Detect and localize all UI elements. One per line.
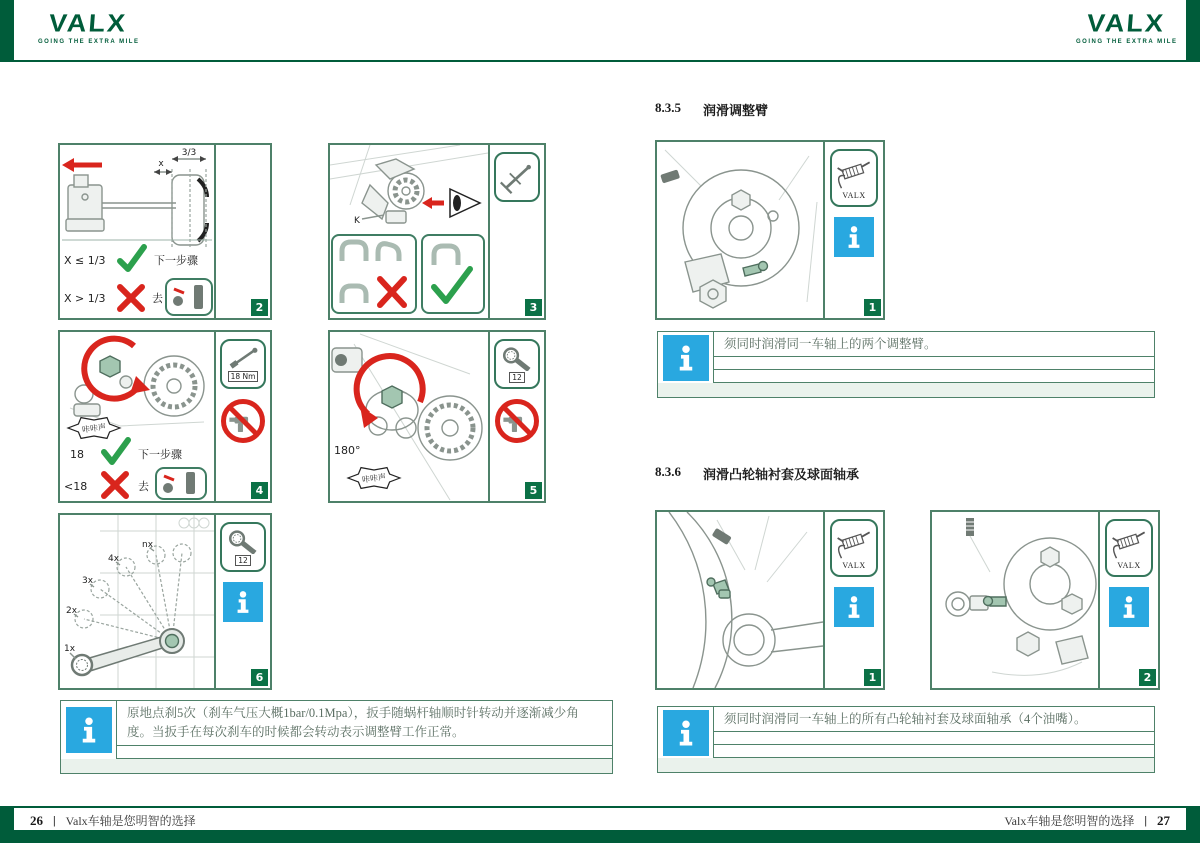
grease-gun-box	[1105, 519, 1153, 577]
footer-right	[1004, 812, 1170, 829]
info-bottom-row	[61, 759, 612, 773]
check-icon	[120, 247, 144, 269]
goto-inset-image	[166, 279, 212, 315]
no-impact-wrench-sign	[221, 399, 265, 443]
footer-rule	[0, 806, 1200, 808]
torque-wrench-box	[220, 339, 266, 389]
stroke-mark-nx: nx	[142, 540, 154, 550]
footer-separator: |	[53, 813, 56, 827]
info-box-camshaft	[657, 706, 1155, 773]
panel-wrench-strokes	[58, 513, 272, 690]
spanner-size-label: 12	[509, 372, 525, 383]
valx-logo-word: VALX	[47, 9, 129, 37]
panel-number-badge: 2	[251, 299, 268, 316]
info-empty-row	[117, 746, 612, 759]
impact-wrench-icon	[500, 404, 534, 438]
grease-gun-box	[830, 149, 878, 207]
info-text: 须同时润滑同一车轴上的两个调整臂。	[714, 332, 1154, 357]
torque-wrench-icon	[226, 346, 260, 370]
caliper-tool-box	[494, 152, 540, 202]
grease-bearing-illustration	[932, 512, 1098, 688]
info-text: 原地点刹5次（刹车气压大概1bar/0.1Mpa），扳手随蜗杆轴顺时针转动并逐渐减少角度。当扳手在每次刹车的时候都会转动表示调整臂工作正常。	[117, 701, 612, 746]
adjuster-nut	[100, 356, 120, 377]
panel-sidebar	[214, 332, 270, 501]
info-icon-cell	[658, 332, 714, 383]
ring-spanner-box	[494, 339, 540, 389]
condition-ok-label: X ≤ 1/3	[64, 254, 106, 267]
panel-sidebar	[214, 515, 270, 688]
goto-label: 去	[152, 293, 163, 305]
impact-wrench-icon	[226, 404, 260, 438]
lining-check-illustration	[330, 145, 488, 318]
valx-logo-right	[1076, 10, 1176, 45]
panel-number-badge: 6	[251, 669, 268, 686]
dimension-label-33: 3/3	[181, 148, 197, 158]
info-icon	[66, 707, 112, 753]
top-right-edge-bar	[1186, 0, 1200, 62]
panel-number-badge: 5	[525, 482, 542, 499]
click-sound-label: 咔咔声	[81, 422, 107, 435]
valx-logo-tagline: GOING THE EXTRA MILE	[38, 39, 140, 45]
check-icon	[104, 440, 128, 462]
ring-spanner-box	[220, 522, 266, 572]
grease-gun-icon	[834, 526, 874, 560]
info-empty-row	[714, 357, 1154, 370]
condition-bad-label: <18	[64, 480, 88, 493]
stroke-mark-1x: 1x	[64, 644, 76, 654]
click-sound-label: 咔咔声	[361, 472, 387, 485]
page-number-left: 26	[30, 812, 43, 828]
grease-gun-box	[830, 519, 878, 577]
page-number-right: 27	[1157, 812, 1170, 828]
panel-sidebar	[488, 145, 544, 318]
grease-gun-label: VALX	[1117, 561, 1141, 570]
panel-sidebar	[1098, 512, 1158, 688]
info-bottom-row	[658, 758, 1154, 772]
panel-number-badge: 3	[525, 299, 542, 316]
tighten-illustration	[60, 332, 214, 501]
goto-label: 去	[138, 481, 149, 493]
panel-grease-adjuster	[655, 140, 885, 320]
panel-stroke-check	[58, 143, 272, 320]
stroke-mark-3x: 3x	[82, 576, 94, 586]
caliper-icon	[499, 159, 535, 195]
valx-logo-left	[38, 10, 138, 45]
section-number: 8.3.5	[655, 100, 681, 115]
valx-logo-tagline: GOING THE EXTRA MILE	[1076, 39, 1178, 45]
info-bottom-row	[658, 383, 1154, 397]
section-heading-835	[655, 100, 768, 119]
info-icon	[1109, 587, 1149, 627]
section-title: 润滑凸轮轴衬套及球面轴承	[703, 467, 860, 482]
section-title: 润滑调整臂	[703, 103, 769, 118]
info-text: 须同时润滑同一车轴上的所有凸轮轴衬套及球面轴承（4个油嘴）。	[714, 707, 1154, 732]
dimension-label-x: x	[158, 159, 164, 169]
no-impact-wrench-sign	[495, 399, 539, 443]
section-heading-836	[655, 464, 859, 483]
info-icon	[663, 335, 709, 381]
panel-grease-camshaft	[655, 510, 885, 690]
grease-gun-label: VALX	[842, 191, 866, 200]
spanner-size-label: 12	[235, 555, 251, 566]
goto-inset-image	[156, 468, 206, 499]
panel-number-badge: 1	[864, 299, 881, 316]
stroke-mark-2x: 2x	[66, 606, 78, 616]
torque-value-label: 18 Nm	[228, 371, 259, 382]
panel-tighten-18nm	[58, 330, 272, 503]
info-icon	[223, 582, 263, 622]
condition-ok-label: 18	[70, 448, 84, 461]
stroke-check-illustration	[60, 145, 214, 318]
grease-gun-icon	[1109, 526, 1149, 560]
section-number: 8.3.6	[655, 464, 681, 479]
grease-gun-label: VALX	[842, 561, 866, 570]
ring-spanner-icon	[500, 345, 534, 371]
panel-sidebar	[214, 145, 270, 318]
panel-sidebar	[823, 512, 883, 688]
bottom-bar	[0, 830, 1200, 843]
wrench-strokes-illustration	[60, 515, 214, 688]
info-icon-cell	[61, 701, 117, 759]
top-left-edge-bar	[0, 0, 14, 62]
adjuster-nut	[382, 386, 402, 408]
panel-sidebar	[488, 332, 544, 501]
red-arrow-icon	[422, 197, 432, 209]
stroke-mark-4x: 4x	[108, 554, 120, 564]
info-empty-row	[714, 370, 1154, 383]
panel-number-badge: 1	[864, 669, 881, 686]
panel-sidebar	[823, 142, 883, 318]
grease-adjuster-illustration	[657, 142, 823, 318]
panel-number-badge: 2	[1139, 669, 1156, 686]
panel-number-badge: 4	[251, 482, 268, 499]
footer-tagline: Valx车轴是您明智的选择	[1004, 814, 1135, 828]
panel-grease-bearing	[930, 510, 1160, 690]
info-icon	[834, 587, 874, 627]
next-step-label: 下一步骤	[138, 449, 182, 461]
info-icon	[663, 710, 709, 756]
part-label-k: K	[354, 216, 360, 226]
grease-camshaft-illustration	[657, 512, 823, 688]
info-empty-row	[714, 745, 1154, 758]
info-box-brake-test	[60, 700, 613, 774]
backoff-illustration	[330, 332, 488, 501]
footer-left	[30, 812, 196, 829]
ring-spanner-icon	[226, 528, 260, 554]
info-box-adjuster	[657, 331, 1155, 398]
info-icon-cell	[658, 707, 714, 758]
info-empty-row	[714, 732, 1154, 745]
angle-label: 180°	[334, 444, 361, 457]
info-icon	[834, 217, 874, 257]
footer-separator: |	[1144, 813, 1147, 827]
panel-backoff-180	[328, 330, 546, 503]
footer-tagline: Valx车轴是您明智的选择	[65, 814, 196, 828]
panel-lining-check	[328, 143, 546, 320]
header-rule	[0, 60, 1200, 62]
valx-logo-word: VALX	[1085, 9, 1167, 37]
red-arrow-icon	[62, 158, 74, 172]
grease-gun-icon	[834, 156, 874, 190]
condition-bad-label: X > 1/3	[64, 292, 106, 305]
next-step-label: 下一步骤	[154, 255, 198, 267]
